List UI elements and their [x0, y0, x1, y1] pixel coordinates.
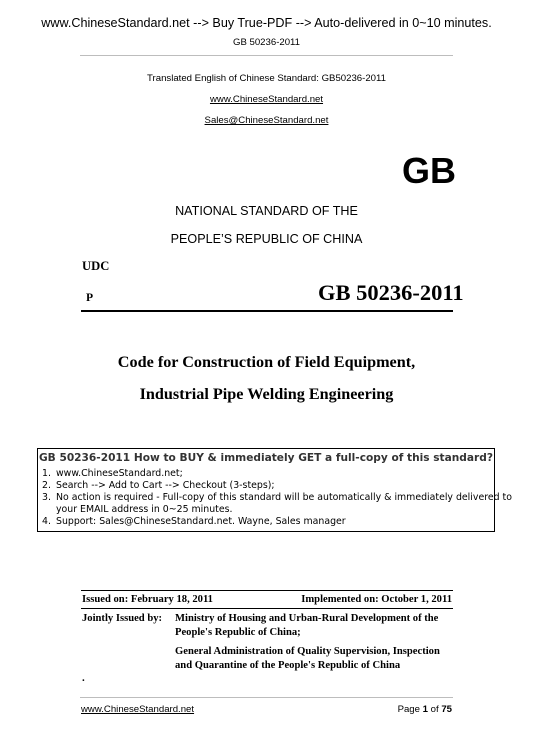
footer-divider — [80, 697, 453, 698]
doc-title-line1: Code for Construction of Field Equipment, — [117, 353, 416, 371]
page-prefix: Page — [397, 704, 423, 715]
how-to-buy-item — [42, 516, 346, 528]
how-to-buy-heading: GB 50236-2011 How to BUY & immediately GET a full-copy of this standard? — [38, 452, 493, 464]
issued-on: Issued on: February 18, 2011 — [82, 594, 213, 605]
number-underline — [81, 310, 453, 312]
gb-logo: GB — [402, 150, 456, 191]
p-label: P — [86, 291, 94, 304]
issuer1-line2: People's Republic of China; — [175, 627, 301, 638]
header-website-link[interactable]: www.ChineseStandard.net — [209, 94, 324, 105]
item-text: your EMAIL address in 0~25 minutes. — [56, 504, 233, 515]
doc-title-line2: Industrial Pipe Welding Engineering — [139, 385, 394, 403]
page-indicator — [300, 704, 452, 715]
page-number: 1 — [422, 704, 428, 715]
item-number: 3. — [42, 492, 51, 503]
top-banner-standard-number: GB 50236-2011 — [232, 37, 301, 48]
item-number: 2. — [42, 480, 51, 491]
top-banner-text: www.ChineseStandard.net --> Buy True-PDF --> Auto-delivered in 0~10 minutes. — [41, 16, 492, 30]
national-standard-line2: PEOPLE’S REPUBLIC OF CHINA — [170, 232, 363, 246]
issue-bottom-rule — [81, 608, 453, 609]
item-text[interactable]: www.ChineseStandard.net; — [56, 468, 183, 479]
item-text: Search --> Add to Cart --> Checkout (3-steps); — [56, 480, 275, 491]
item-number: 4. — [42, 516, 51, 527]
issue-top-rule — [81, 590, 453, 591]
item-number: 1. — [42, 468, 51, 479]
top-divider — [80, 55, 453, 56]
how-to-buy-item — [42, 480, 275, 492]
issuer1-line1: Ministry of Housing and Urban-Rural Development of the — [175, 613, 439, 624]
item-text: Support: Sales@ChineseStandard.net. Wayne, Sales manager — [56, 516, 346, 527]
issuer2-line1: General Administration of Quality Supervision, Inspection — [175, 646, 440, 657]
udc-label: UDC — [82, 259, 110, 273]
how-to-buy-item — [42, 504, 232, 516]
page-of: of — [427, 704, 442, 715]
translated-note: Translated English of Chinese Standard: GB50236-2011 — [147, 73, 386, 84]
item-text: No action is required - Full-copy of this standard will be automatically & immediately delivered to — [56, 492, 512, 503]
page-total: 75 — [441, 704, 452, 715]
jointly-issued-label: Jointly Issued by: — [82, 613, 163, 624]
how-to-buy-box — [37, 448, 512, 532]
standard-number: GB 50236-2011 — [318, 280, 464, 305]
stray-dot: . — [82, 672, 85, 684]
how-to-buy-item — [42, 492, 512, 504]
footer-website-link[interactable]: www.ChineseStandard.net — [81, 704, 195, 715]
issuer2-line2: and Quarantine of the People's Republic of China — [175, 660, 401, 671]
how-to-buy-item — [42, 468, 183, 480]
header-email-link[interactable]: Sales@ChineseStandard.net — [204, 115, 329, 126]
national-standard-line1: NATIONAL STANDARD OF THE — [175, 204, 358, 218]
implemented-on: Implemented on: October 1, 2011 — [301, 594, 452, 605]
